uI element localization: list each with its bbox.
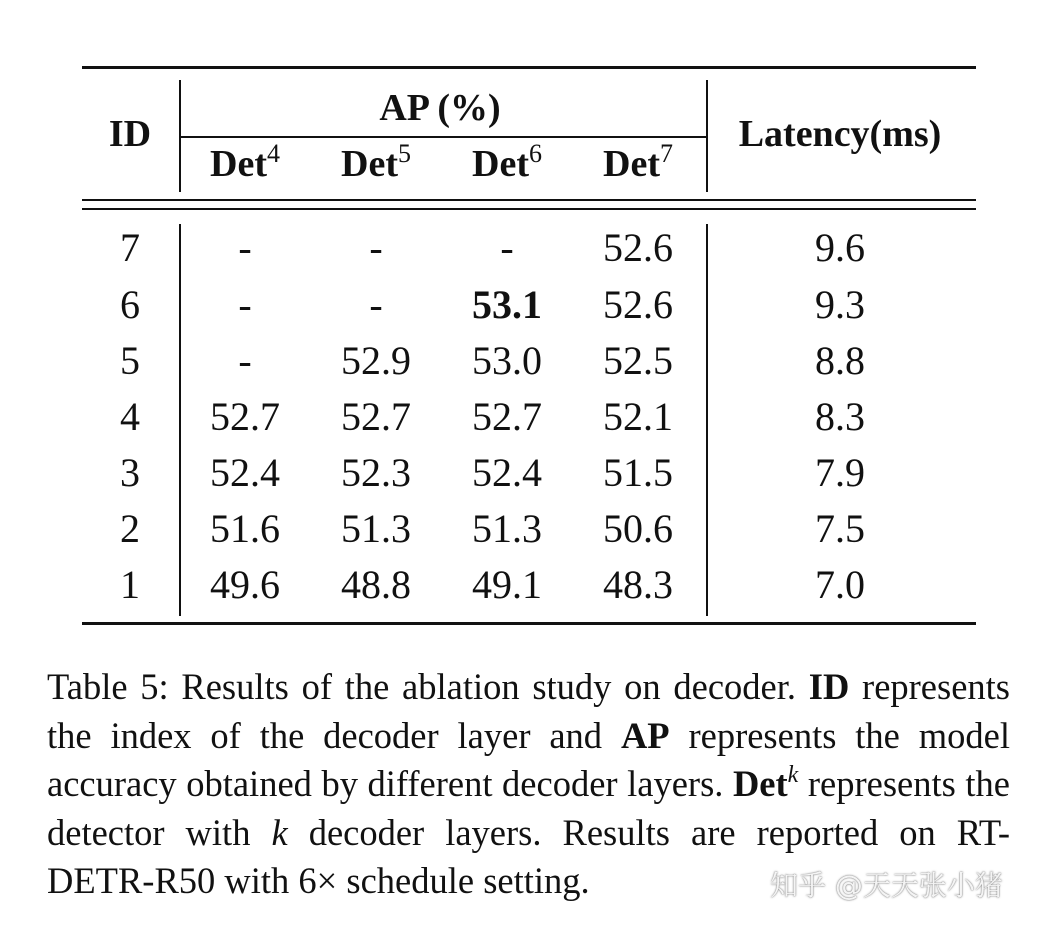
cell-det5: 48.8 (341, 562, 411, 607)
cell-det6: 49.1 (472, 562, 542, 607)
caption-text: represents the index of the decoder layer and (47, 666, 1010, 756)
header-double-rule-lower (82, 208, 976, 210)
cell-det6: 53.0 (472, 338, 542, 383)
header-latency: Latency(ms) (738, 113, 942, 155)
cell-det5: - (369, 225, 383, 270)
caption-text: Table 5: Results of the ablation study on decoder. (47, 666, 809, 707)
caption-bold-det: Det (732, 763, 788, 804)
table-bottom-rule (82, 622, 976, 625)
cell-det5: 51.3 (341, 506, 411, 551)
cell-det4: 51.6 (210, 506, 280, 551)
header-det7: Det$^7$ (603, 139, 673, 185)
cell-det7: 52.6 (603, 282, 673, 327)
header-double-rule-upper (82, 199, 976, 201)
cell-det7: 50.6 (603, 506, 673, 551)
caption-bold-ap: AP (620, 714, 670, 756)
header-det5: Det$^5$ (341, 139, 411, 185)
cell-latency: 9.3 (815, 282, 865, 327)
cell-det4: 52.7 (210, 394, 280, 439)
cell-latency: 8.8 (815, 338, 865, 383)
cell-det4: - (238, 338, 252, 383)
cell-det4: 52.4 (210, 450, 280, 495)
cell-det7: 52.6 (603, 225, 673, 270)
cell-latency: 7.5 (815, 506, 865, 551)
cell-det7: 52.5 (603, 338, 673, 383)
watermark: 知乎 @天天张小猪 (770, 869, 1003, 902)
cell-id: 4 (120, 394, 140, 439)
cell-det6: 52.7 (472, 394, 542, 439)
table-top-rule (82, 66, 976, 69)
cell-det7: 52.1 (603, 394, 673, 439)
cell-det5: 52.7 (341, 394, 411, 439)
cell-det6-best: 53.1 (472, 282, 542, 327)
cell-latency: 7.0 (815, 562, 865, 607)
cell-det4: - (238, 282, 252, 327)
cell-det4: 49.6 (210, 562, 280, 607)
cell-latency: 9.6 (815, 225, 865, 270)
cell-det5: 52.3 (341, 450, 411, 495)
cell-det6: - (500, 225, 514, 270)
cell-latency: 7.9 (815, 450, 865, 495)
header-ap: AP (%) (379, 87, 501, 129)
cell-id: 3 (120, 450, 140, 495)
cell-det7: 51.5 (603, 450, 673, 495)
cell-latency: 8.3 (815, 394, 865, 439)
header-vline-right (706, 80, 708, 192)
header-id: ID (108, 113, 152, 155)
caption-italic-k: k (271, 811, 288, 853)
caption-sup-k: k (787, 762, 799, 788)
ap-subheader-rule (180, 136, 706, 138)
cell-det6: 52.4 (472, 450, 542, 495)
caption-text: represents the model accuracy obtained by different decoder layers. (47, 714, 1010, 804)
caption-text: represents the detector with (47, 763, 1010, 853)
cell-id: 6 (120, 282, 140, 327)
cell-det7: 48.3 (603, 562, 673, 607)
body-vline-right (706, 224, 708, 616)
cell-id: 2 (120, 506, 140, 551)
cell-id: 7 (120, 225, 140, 270)
cell-det4: - (238, 225, 252, 270)
cell-det5: 52.9 (341, 338, 411, 383)
header-det4: Det$^4$ (210, 139, 280, 185)
caption-text: decoder layers. Results are reported on RT-DETR-R50 with 6× schedule setting. (47, 811, 1010, 901)
cell-id: 1 (120, 562, 140, 607)
cell-det6: 51.3 (472, 506, 542, 551)
cell-id: 5 (120, 338, 140, 383)
caption-bold-id: ID (808, 666, 850, 707)
cell-det5: - (369, 282, 383, 327)
header-det6: Det$^6$ (472, 139, 542, 185)
